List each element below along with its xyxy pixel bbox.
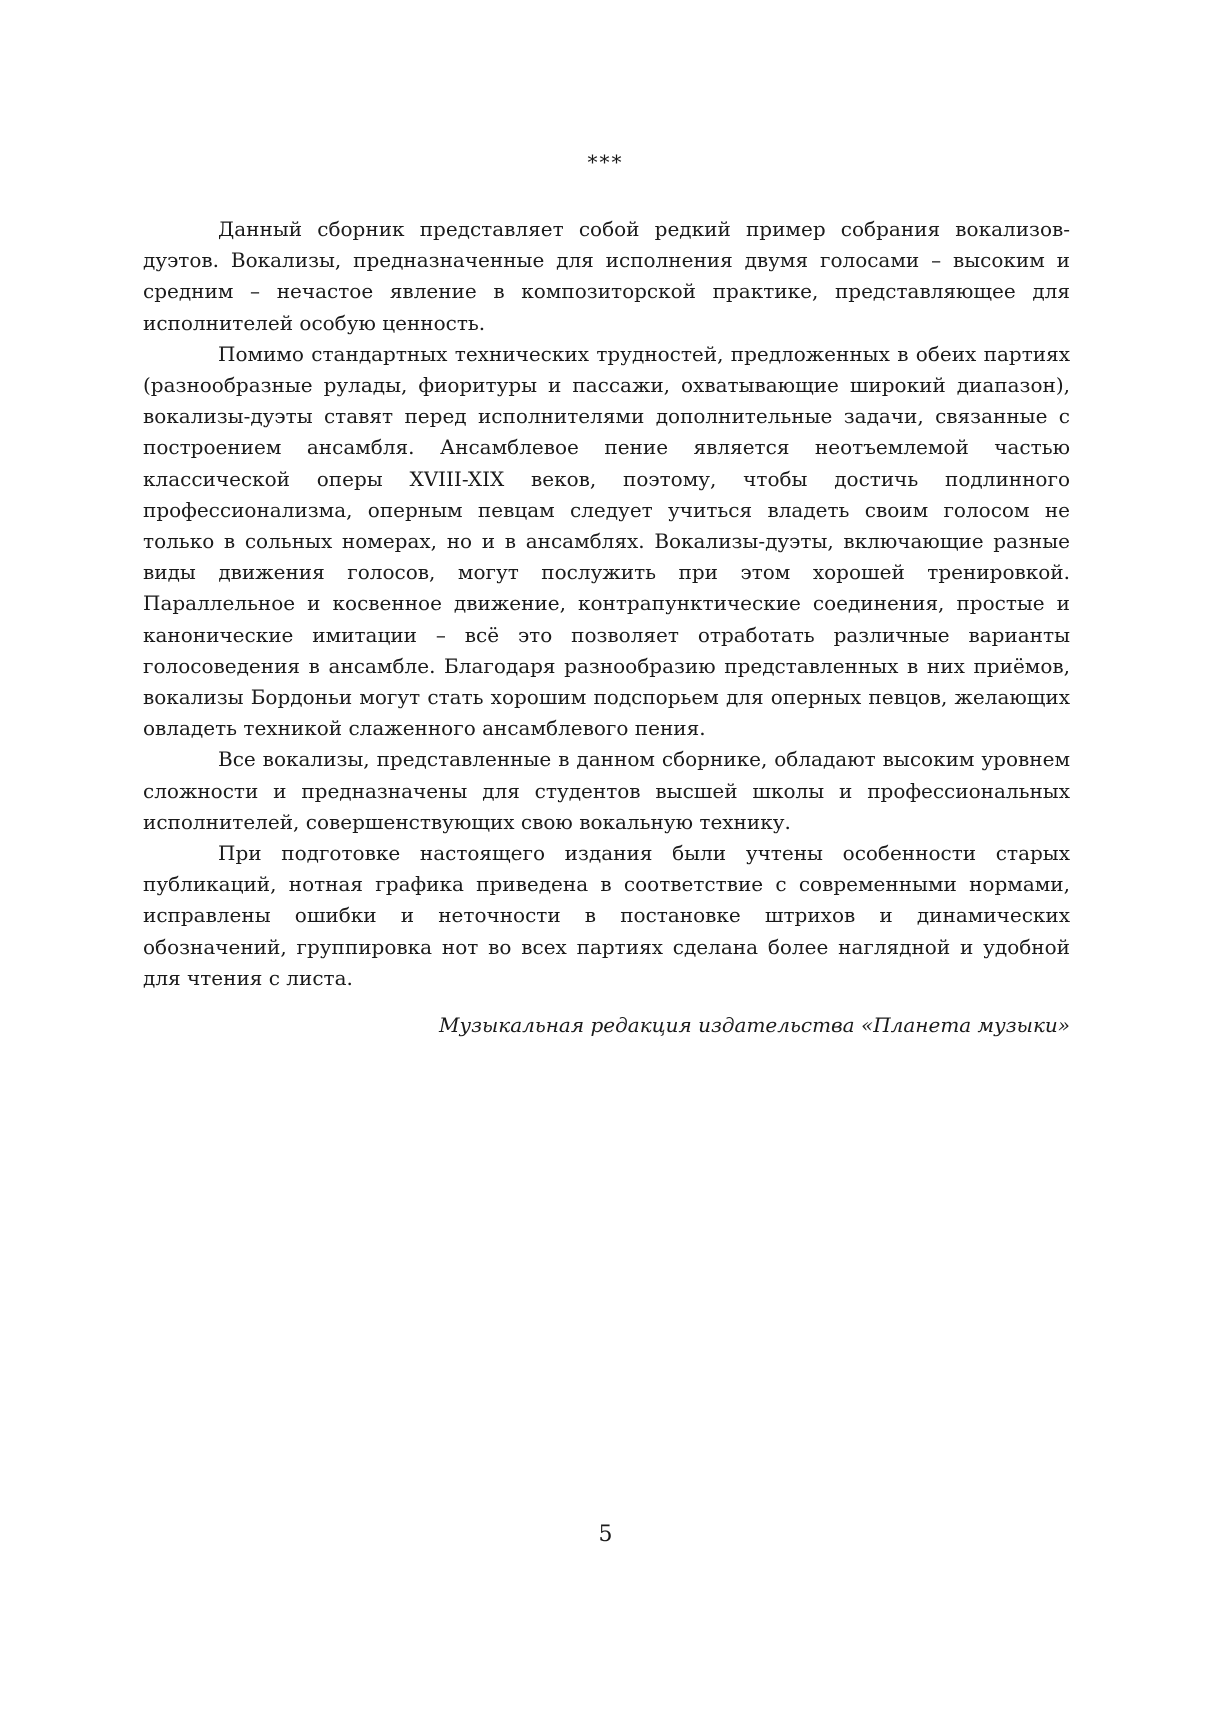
- paragraph-4: При подготовке настоящего издания были учтены особенности старых публикаций, нотная графика приведена в соответствие с современными нормами, исправлены ошибки и неточности в постановке штрихов и динамических обозначений, группировка нот во всех партиях сделана более наглядной и удобной для чтения с листа.: [143, 841, 1070, 990]
- paragraph-1: Данный сборник представляет собой редкий пример собрания вокализов-дуэтов. Вокализы, предназначенные для исполнения двумя голосами – высоким и средним – нечастое явление в композиторской практике, представляющее для исполнителей особую ценность.: [143, 217, 1070, 335]
- paragraph-3: Все вокализы, представленные в данном сборнике, обладают высоким уровнем сложности и предназначены для студентов высшей школы и профессиональных исполнителей, совершенствующих свою вокальную технику.: [143, 747, 1070, 834]
- body-text: [143, 214, 1070, 1041]
- paragraph-2: Помимо стандартных технических трудностей, предложенных в обеих партиях (разнообразные рулады, фиоритуры и пассажи, охватывающие широкий диапазон), вокализы-дуэты ставят перед исполнителями дополнительные задачи, связанные с построением ансамбля. Ансамблевое пение является неотъемлемой частью классической оперы XVIII-XIX веков, поэтому, чтобы достичь подлинного профессионализма, оперным певцам следует учиться владеть своим голосом не только в сольных номерах, но и в ансамблях. Вокализы-дуэты, включающие разные виды движения голосов, могут послужить при этом хорошей тренировкой. Параллельное и косвенное движение, контрапунктические соединения, простые и канонические имитации – всё это позволяет отработать различные варианты голосоведения в ансамбле. Благодаря разнообразию представленных в них приёмов, вокализы Бордоньи могут стать хорошим подспорьем для оперных певцов, желающих овладеть техникой слаженного ансамблевого пения.: [143, 341, 1070, 741]
- editorial-signature: Музыкальная редакция издательства «Планета музыки»: [438, 1013, 1070, 1038]
- section-separator: ***: [587, 150, 624, 174]
- page-number: 5: [598, 1522, 613, 1547]
